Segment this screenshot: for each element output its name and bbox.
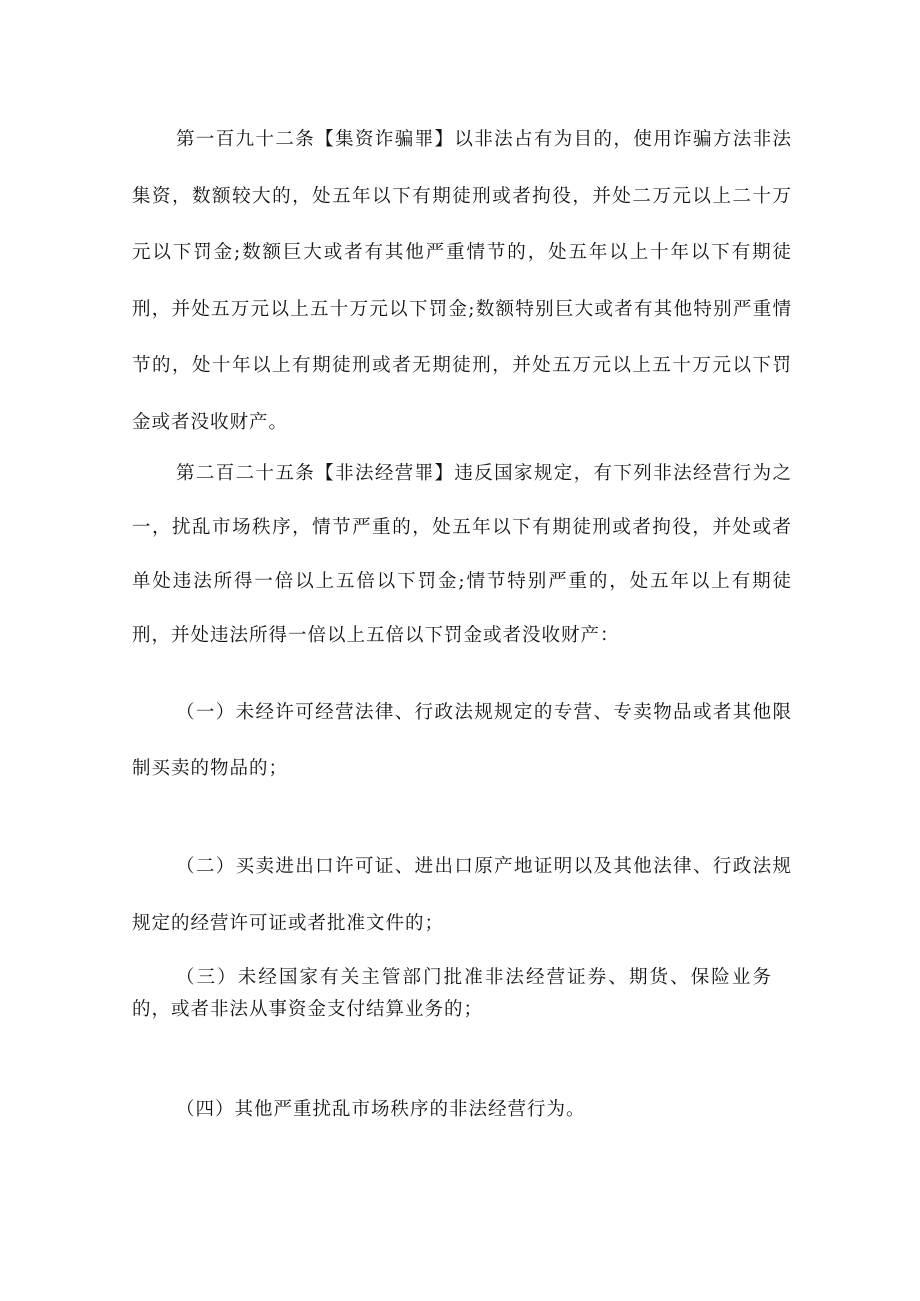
article-225-paragraph: 第二百二十五条【非法经营罪】违反国家规定，有下列非法经营行为之一，扰乱市场秩序，情节严重的，处五年以下有期徒刑或者拘役，并处或者单处违法所得一倍以上五倍以下罚金;情节特别严重的，处五年以上有期徒刑，并处违法所得一倍以上五倍以下罚金或者没收财产： [132,463,792,646]
list-item-4: （四）其他严重扰乱市场秩序的非法经营行为。 [176,1099,586,1120]
list-item-1: （一）未经许可经营法律、行政法规规定的专营、专卖物品或者其他限制买卖的物品的； [132,702,792,779]
list-item-3: （三）未经国家有关主管部门批准非法经营证券、期货、保险业务的，或者非法从事资金支付结算业务的； [132,967,772,1020]
list-item-2: （二）买卖进出口许可证、进出口原产地证明以及其他法律、行政法规规定的经营许可证或者批准文件的； [132,856,792,934]
article-192-paragraph: 第一百九十二条【集资诈骗罪】以非法占有为目的，使用诈骗方法非法集资，数额较大的，处五年以下有期徒刑或者拘役，并处二万元以上二十万元以下罚金;数额巨大或者有其他严重情节的，处五年以上十年以下有期徒刑，并处五万元以上五十万元以下罚金;数额特别巨大或者有其他特别严重情节的，处十年以上有期徒刑或者无期徒刑，并处五万元以上五十万元以下罚金或者没收财产。 [132,129,792,433]
